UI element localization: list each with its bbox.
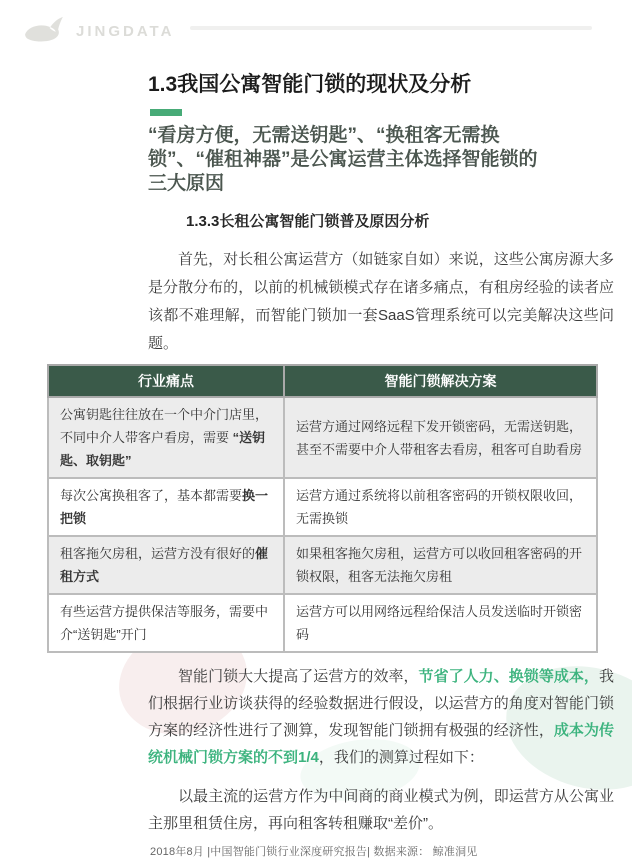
pain-cell: 有些运营方提供保洁等服务，需要中介“送钥匙”开门: [48, 594, 284, 652]
pain-cell: 公寓钥匙往往放在一个中介门店里，不同中介人带客户看房，需要 “送钥匙、取钥匙”: [48, 397, 284, 478]
section-heading: 1.3.3长租公寓智能门锁普及原因分析: [186, 213, 430, 230]
column-header-solution: 智能门锁解决方案: [284, 365, 597, 397]
column-header-pain: 行业痛点: [48, 365, 284, 397]
paragraph-business-model: 以最主流的运营方作为中间商的商业模式为例，即运营方从公寓业主那里租赁住房，再向租客转租赚取“差价”。: [148, 788, 614, 832]
pain-cell: 每次公寓换租客了，基本都需要换一把锁: [48, 478, 284, 536]
solution-cell: 运营方通过网络远程下发开锁密码，无需送钥匙，甚至不需要中介人带租客去看房，租客可自助看房: [284, 397, 597, 478]
solution-cell: 运营方可以用网络远程给保洁人员发送临时开锁密码: [284, 594, 597, 652]
p2-text-2: 我们根据行业访谈获得的经验数据进行假设，以运营方的角度对智能门锁方案的经济性进行了测算，发现智能门锁拥有极强的经济性，: [148, 668, 614, 739]
table-row: [48, 594, 597, 652]
table-row: [48, 478, 597, 536]
p2-highlight-savings: 节省了人力、换锁等成本，: [418, 668, 599, 685]
pain-keyword: 换一把锁: [60, 488, 269, 526]
page-header: [0, 0, 632, 48]
table-header-row: [48, 365, 597, 397]
page-title: 1.3我国公寓智能门锁的现状及分析: [148, 73, 472, 96]
table-row: [48, 536, 597, 594]
pain-keyword: “送钥匙、取钥匙”: [60, 430, 266, 468]
header-rule: [190, 26, 592, 30]
solution-cell: 运营方通过系统将以前租客密码的开锁权限收回，无需换锁: [284, 478, 597, 536]
brand-text: JINGDATA: [76, 22, 175, 40]
whale-icon: [22, 15, 66, 47]
paragraph-economics: [148, 663, 614, 771]
title-accent-dash: [150, 109, 182, 116]
p2-text-3: ，我们的测算过程如下：: [318, 749, 484, 766]
pain-solution-table: [47, 364, 598, 653]
p2-highlight-cost: 成本为传统机械门锁方案的不到1/4: [148, 722, 614, 766]
p2-text-1: 智能门锁大大提高了运营方的效率，: [178, 668, 419, 685]
page-subtitle: “看房方便，无需送钥匙”、“换租客无需换锁”、“催租神器”是公寓运营主体选择智能锁的三大原因: [148, 125, 538, 194]
page-footer: 2018年8月 |中国智能门锁行业深度研究报告| 数据来源： 鲸准洞见: [150, 846, 478, 858]
solution-cell: 如果租客拖欠房租，运营方可以收回租客密码的开锁权限，租客无法拖欠房租: [284, 536, 597, 594]
paragraph-intro: 首先，对长租公寓运营方（如链家自如）来说，这些公寓房源大多是分散分布的，以前的机械锁模式存在诸多痛点，有租房经验的读者应该都不难理解，而智能门锁加一套SaaS管理系统可以完美解决这些问题。: [148, 251, 614, 352]
pain-keyword: 催租方式: [60, 546, 269, 584]
table-row: [48, 397, 597, 478]
pain-cell: 租客拖欠房租，运营方没有很好的催租方式: [48, 536, 284, 594]
